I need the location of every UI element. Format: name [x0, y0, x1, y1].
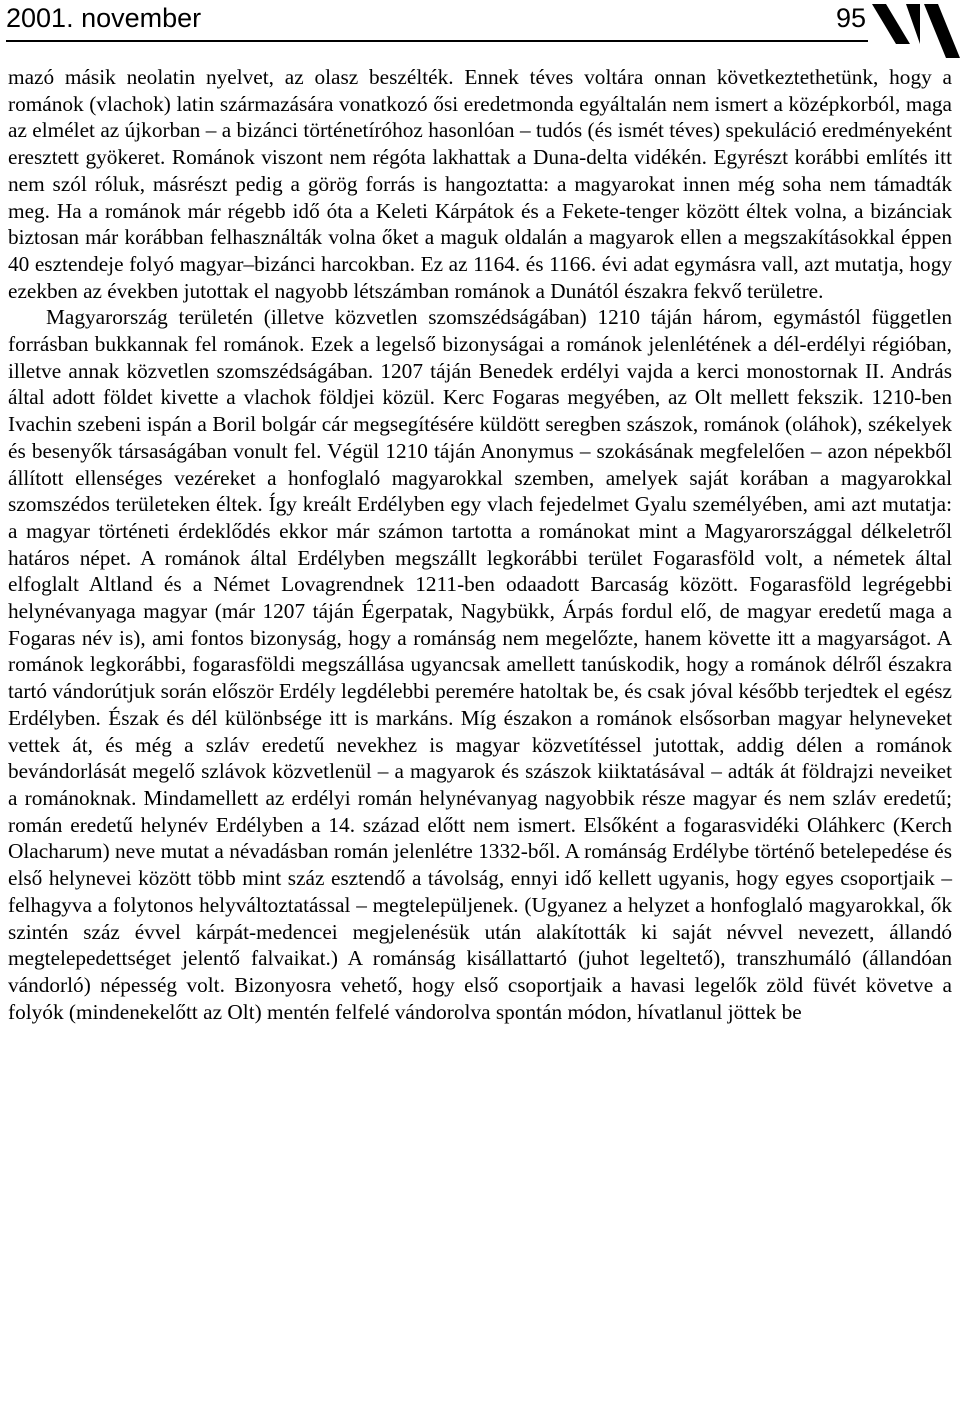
running-header	[6, 0, 868, 42]
page-number: 95	[835, 3, 866, 33]
corner-mark-icon	[872, 0, 960, 60]
header-date: 2001. november	[6, 3, 202, 33]
paragraph-1: mazó másik neolatin nyelvet, az olasz beszélték. Ennek téves voltára onnan következtethetünk, hogy a románok (vlachok) latin származására vonatkozó ősi eredetmonda egyáltalán nem ismert a középkorból, maga az elmélet az újkorban – a bizánci történetíróhoz hasonlóan – tudós (és ismét téves) spekuláció eredményeként eresztett gyökeret. Románok viszont nem régóta lakhattak a Duna-delta vidékén. Egyrészt korábbi említés itt nem szól róluk, másrészt pedig a görög forrás is hangoztatta: a magyarokat innen még soha nem támadták meg. Ha a románok már régebb idő óta a Keleti Kárpátok és a Fekete-tenger között éltek volna, a bizánciak biztosan már korábban felhasználták volna őket a maguk oldalán a magyarok ellen a megszakításokkal éppen 40 esztendeje folyó magyar–bizánci harcokban. Ez az 1164. és 1166. évi adat egymásra vall, azt mutatja, hogy ezekben az években jutottak el nagyobb létszámban románok a Dunától északra fekvő területre.	[8, 65, 952, 303]
paragraph-2: Magyarország területén (illetve közvetlen szomszédságában) 1210 táján három, egymástól független forrásban bukkannak fel románok. Ezek a legelső bizonyságai a románok jelenlétének a dél-erdélyi régióban, illetve annak közvetlen szomszédságában. 1207 táján Benedek erdélyi vajda a kerci monostornak II. András által adott földet kivette a vlachok földjei közül. Kerc Fogaras megyében, az Olt mellett fekszik. 1210-ben Ivachin szebeni ispán a Boril bolgár cár megsegítésére küldött seregben szászok, románok (oláhok), székelyek és besenyők társaságában vonult fel. Végül 1210 táján Anonymus – szokásának megfelelően – azon népekből állított ellenséges vezéreket a honfoglaló magyarokkal szemben, amelyek saját korában a magyarokkal szomszédos területeken éltek. Így kreált Erdélyben egy vlach fejedelmet Gyalu személyében, ami azt mutatja: a magyar történeti érdeklődés ekkor már számon tartotta a románokat mint a Magyarországgal délkeletről határos népet. A románok által Erdélyben megszállt legkorábbi terület Fogarasföld volt, a németek által elfoglalt Altland és a Német Lovagrendnek 1211-ben odaadott Barcaság között. Fogarasföld legrégebbi helynévanyaga magyar (már 1207 táján Égerpatak, Nagybükk, Árpás fordul elő, de magyar eredetű maga a Fogaras név is), ami fontos bizonyság, hogy a románság nem megelőzte, hanem követte itt a magyarságot. A románok legkorábbi, fogarasföldi megszállása ugyancsak amellett tanúskodik, hogy a románok délről északra tartó vándorútjuk során először Erdély legdélebbi peremére hatoltak be, és csak jóval később terjedtek el egész Erdélyben. Észak és dél különbsége itt is markáns. Míg északon a románok elsősorban magyar helyneveket vettek át, és még a szláv eredetű nevekhez is magyar közvetítéssel jutottak, addig délen a románok bevándorlását megelő szlávok közvetlenül – a magyarok és szászok kiiktatásával – adták át földrajzi neveiket a románoknak. Mindamellett az erdélyi román helynévanyag nagyobbik része magyar és nem szláv eredetű; román eredetű helynév Erdélyben a 14. század előtt nem ismert. Elsőként a fogarasvidéki Oláhkerc (Kerch Olacharum) neve mutat a névadásban román jelenlétre 1332-ből. A románság Erdélybe történő betelepedése és első helynevei között több mint száz esztendő a távolság, ennyi idő kellett ugyanis, hogy egyes csoportjaik – felhagyva a folytonos helyváltoztatással – megtelepüljenek. (Ugyanez a helyzet a honfoglaló magyarokkal, ők szintén száz évvel kárpát-medencei megjelenésük után alakították ki saját névvel nevezett, állandó megtelepedettséget jelentő falvaikat.) A románság kisállattartó (juhot legeltető), transzhumáló (állandóan vándorló) népesség volt. Bizonyosra vehető, hogy első csoportjaik a havasi legelők zöld füvét követve a folyók (mindenekelőtt az Olt) mentén felfelé vándorolva spontán módon, hívatlanul jöttek be	[8, 305, 952, 1024]
body-text	[8, 64, 952, 1025]
